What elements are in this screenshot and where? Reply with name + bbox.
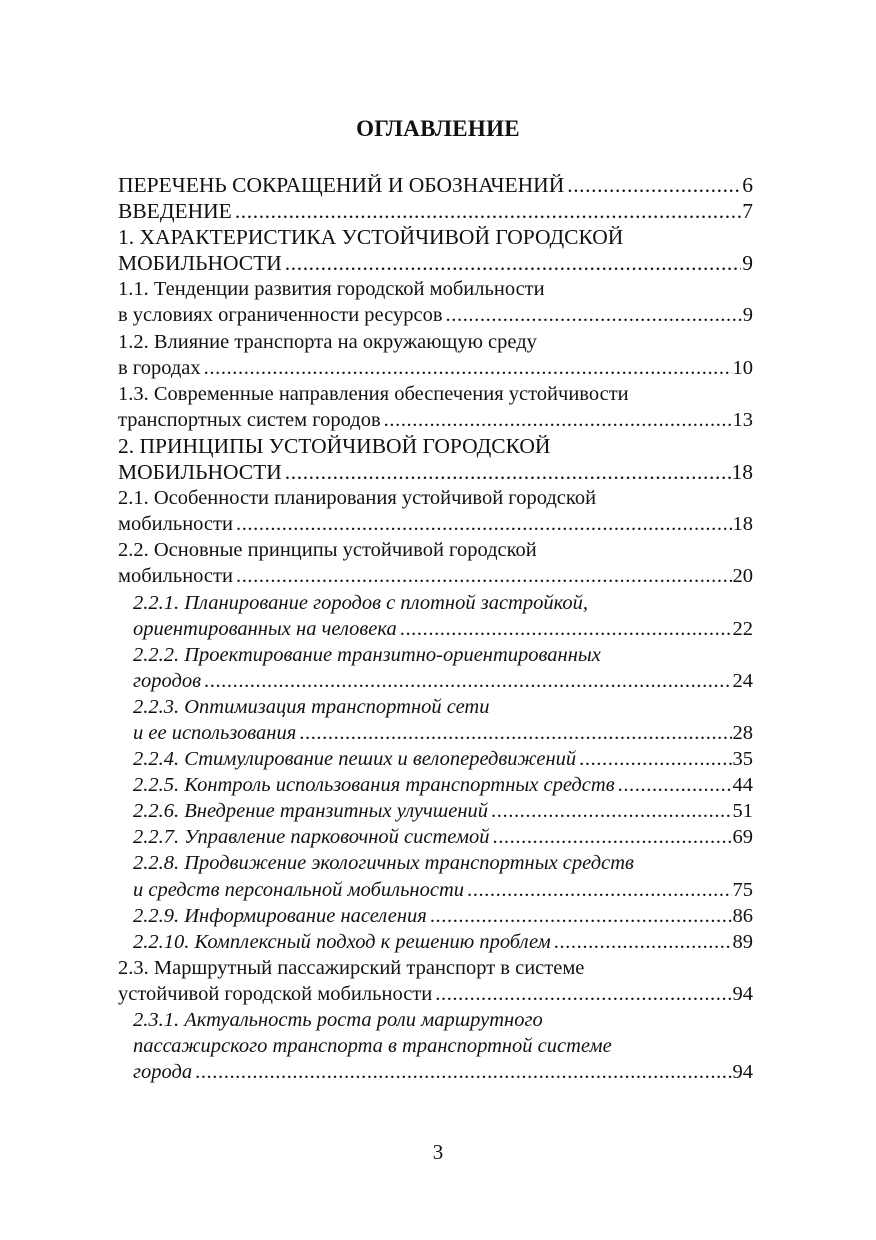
toc-entry-text: 1.1. Тенденции развития городской мобильности [118,278,545,301]
dot-leader [235,198,741,224]
toc-entry-page: 24 [732,669,753,692]
toc-entry-text: мобильности [118,513,233,536]
toc-entry-text: 1.3. Современные направления обеспечения устойчивости [118,382,629,405]
dot-leader [491,798,731,824]
toc-entry-text: 2.2.2. Проектирование транзитно-ориентированных [133,643,601,666]
toc-entry [118,329,753,355]
toc-entry [118,616,753,642]
dot-leader [204,355,732,381]
toc-entry-page: 9 [742,304,753,327]
toc-entry-page: 10 [732,356,753,379]
dot-leader [554,929,732,955]
table-of-contents [118,172,753,1085]
toc-entry-text: транспортных систем городов [118,408,381,431]
toc-entry [118,955,753,981]
toc-entry [118,459,753,485]
dot-leader [299,720,731,746]
toc-entry-text: пассажирского транспорта в транспортной системе [133,1035,612,1058]
dot-leader [430,903,732,929]
toc-entry-text: 2.2.8. Продвижение экологичных транспортных средств [133,852,634,875]
dot-leader [618,772,732,798]
toc-entry-page: 7 [742,199,753,224]
toc-entry [118,224,753,250]
toc-entry [118,407,753,433]
toc-entry [118,981,753,1007]
toc-entry-text: в городах [118,356,201,379]
toc-entry [118,511,753,537]
toc-entry [118,1033,753,1059]
dot-leader [567,172,741,198]
toc-entry-page: 6 [742,173,753,197]
toc-entry [118,485,753,511]
toc-entry-page: 75 [732,878,753,901]
toc-entry-text: города [133,1061,193,1084]
toc-entry-page: 69 [732,826,753,849]
toc-entry-text: МОБИЛЬНОСТИ [118,460,282,485]
toc-entry [118,694,753,720]
toc-entry [118,929,753,955]
toc-entry-text: и ее использования [133,721,297,744]
dot-leader [384,407,732,433]
dot-leader [195,1059,731,1085]
toc-entry [118,746,753,772]
dot-leader [467,877,732,903]
toc-entry [118,563,753,589]
toc-entry-page: 86 [732,904,753,927]
toc-entry [118,276,753,302]
toc-entry-text: 2.2. Основные принципы устойчивой городской [118,539,537,562]
page-number: 3 [432,1140,444,1164]
toc-entry-text: устойчивой городской мобильности [118,982,433,1005]
toc-entry-text: в условиях ограниченности ресурсов [118,304,443,327]
dot-leader [492,824,731,850]
dot-leader [285,459,731,485]
toc-entry [118,198,753,224]
toc-entry-page: 22 [732,617,753,640]
toc-entry-text: мобильности [118,565,233,588]
toc-entry [118,381,753,407]
toc-entry-page: 13 [732,408,753,431]
toc-entry [118,877,753,903]
toc-entry-text: 2.2.9. Информирование населения [133,904,427,927]
toc-entry-text: 2.2.4. Стимулирование пеших и велопередвижений [133,748,577,771]
toc-entry [118,642,753,668]
toc-entry-page: 94 [732,982,753,1005]
dot-leader [579,746,731,772]
toc-entry-text: 2.2.7. Управление парковочной системой [133,826,490,849]
toc-entry [118,433,753,459]
toc-entry-page: 9 [742,251,753,276]
toc-entry-page: 51 [732,800,753,823]
toc-entry-page: 94 [732,1061,753,1084]
toc-entry-text: 2.2.6. Внедрение транзитных улучшений [133,800,489,823]
toc-entry-text: 2.2.5. Контроль использования транспортных средств [133,774,615,797]
dot-leader [204,668,732,694]
toc-entry [118,1059,753,1085]
toc-entry-text: городов [133,669,201,692]
toc-entry-page: 28 [732,721,753,744]
page-title: ОГЛАВЛЕНИЕ [356,116,520,141]
toc-entry-page: 44 [732,774,753,797]
toc-entry-page: 20 [732,565,753,588]
toc-entry-text: 2.2.1. Планирование городов с плотной застройкой, [133,591,589,614]
toc-entry [118,798,753,824]
toc-entry-text: ВВЕДЕНИЕ [118,199,232,224]
toc-entry [118,172,753,198]
toc-entry-text: 2.2.3. Оптимизация транспортной сети [133,695,490,718]
toc-entry-text: 2.3.1. Актуальность роста роли маршрутного [133,1009,543,1031]
toc-entry [118,824,753,850]
toc-entry-text: 2.2.10. Комплексный подход к решению проблем [133,930,551,953]
toc-entry-page: 18 [731,460,753,485]
toc-entry [118,355,753,381]
toc-entry [118,1007,753,1033]
toc-entry-text: 2. ПРИНЦИПЫ УСТОЙЧИВОЙ ГОРОДСКОЙ [118,433,551,458]
dot-leader [435,981,731,1007]
toc-entry-page: 18 [732,513,753,536]
toc-entry [118,850,753,876]
toc-entry-page: 89 [732,930,753,953]
toc-entry [118,720,753,746]
toc-entry [118,537,753,563]
toc-entry-text: 1. ХАРАКТЕРИСТИКА УСТОЙЧИВОЙ ГОРОДСКОЙ [118,225,624,250]
toc-entry-text: 1.2. Влияние транспорта на окружающую среду [118,330,537,353]
toc-entry-text: и средств персональной мобильности [133,878,464,901]
toc-entry [118,772,753,798]
toc-entry-text: 2.1. Особенности планирования устойчивой городской [118,487,597,510]
dot-leader [446,302,742,328]
toc-entry-text: ПЕРЕЧЕНЬ СОКРАЩЕНИЙ И ОБОЗНАЧЕНИЙ [118,173,565,197]
toc-entry [118,668,753,694]
dot-leader [236,511,732,537]
toc-entry-page: 35 [732,748,753,771]
toc-entry [118,590,753,616]
toc-entry-text: ориентированных на человека [133,617,397,640]
toc-entry-text: 2.3. Маршрутный пассажирский транспорт в системе [118,956,585,979]
dot-leader [400,616,732,642]
toc-entry [118,302,753,328]
toc-entry [118,250,753,276]
dot-leader [285,250,741,276]
dot-leader [236,563,732,589]
toc-entry [118,903,753,929]
toc-entry-text: МОБИЛЬНОСТИ [118,251,282,276]
